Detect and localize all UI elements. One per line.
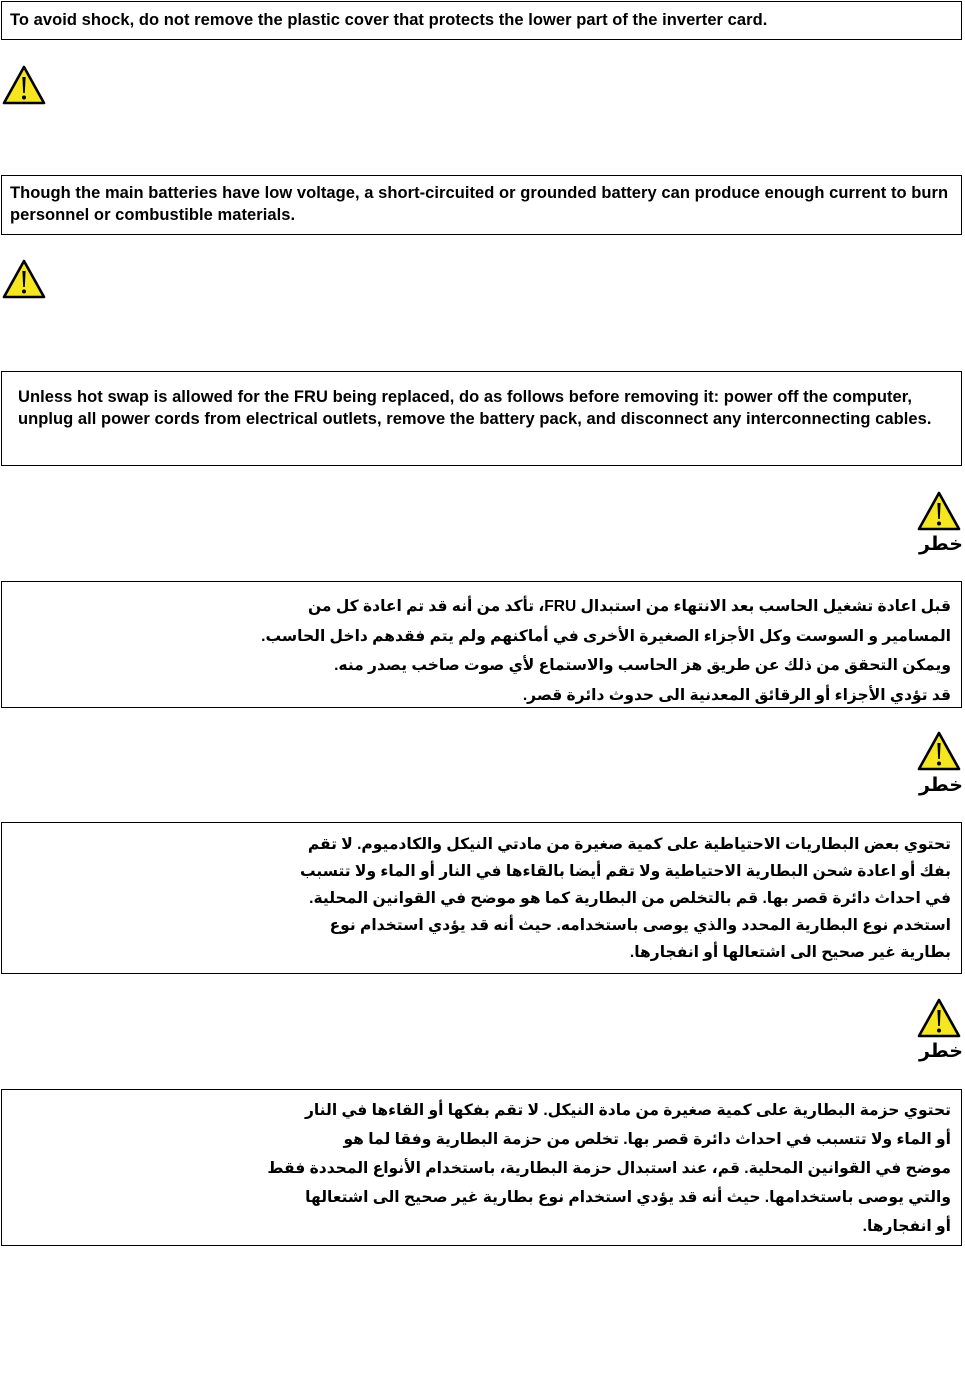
danger-label: خطر — [918, 775, 963, 796]
arabic-line: قبل اعادة تشغيل الحاسب بعد الانتهاء من استبدال FRU، تأكد من أنه قد تم اعادة كل من — [307, 598, 951, 615]
notice-shock-cover — [1, 1, 962, 40]
arabic-notice-fru — [1, 581, 962, 708]
notice-battery-short — [1, 175, 962, 235]
arabic-line: استخدم نوع البطارية المحدد والذي يوصى باستخدامه. حيث أنه قد يؤدي استخدام نوع — [329, 917, 951, 934]
arabic-line: موضح في القوانين المحلية. قم، عند استبدال حزمة البطارية، باستخدام الأنواع المحددة فقط — [267, 1160, 951, 1177]
arabic-line: تحتوي حزمة البطارية على كمية صغيرة من مادة النيكل. لا تقم بفكها أو القاءها في النار — [304, 1102, 951, 1119]
arabic-line: في احداث دائرة قصر بها. قم بالتخلص من البطارية كما هو موضح في القوانين المحلية. — [309, 890, 951, 907]
notice-hot-swap — [1, 371, 962, 466]
warning-triangle-icon — [916, 490, 962, 532]
arabic-line: بطارية غير صحيح الى اشتعالها أو انفجارها. — [629, 944, 951, 961]
arabic-line: ويمكن التحقق من ذلك عن طريق هز الحاسب والاستماع لأي صوت صاخب يصدر منه. — [334, 657, 951, 674]
danger-label: خطر — [918, 1041, 963, 1062]
danger-label: خطر — [918, 534, 963, 555]
notice-battery-short-text: Though the main batteries have low voltage, a short-circuited or grounded battery can produce enough current to burn personnel or combustible materials. — [10, 184, 949, 224]
arabic-notice-battery-pack — [1, 1089, 962, 1246]
notice-hot-swap-text: Unless hot swap is allowed for the FRU being replaced, do as follows before removing it: power off the computer, unplug all power cords from electrical outlets, remove the battery pack, and disconnect any interconnecting cables. — [18, 388, 932, 428]
warning-triangle-icon — [916, 997, 962, 1039]
arabic-line: تحتوي بعض البطاريات الاحتياطية على كمية صغيرة من مادتي النيكل والكادميوم. لا تقم — [307, 836, 951, 853]
arabic-line: المسامير و السوست وكل الأجزاء الصغيرة الأخرى في أماكنهم ولم يتم فقدهم داخل الحاسب. — [261, 627, 951, 645]
arabic-line: أو انفجارها. — [862, 1218, 951, 1235]
warning-triangle-icon — [1, 64, 47, 106]
arabic-line: قد تؤدي الأجزاء أو الرقائق المعدنية الى حدوث دائرة قصر. — [522, 686, 951, 704]
warning-triangle-icon — [916, 730, 962, 772]
arabic-notice-backup-battery — [1, 822, 962, 974]
arabic-line: أو الماء ولا تتسبب في احداث دائرة قصر بها. تخلص من حزمة البطارية وفقا لما هو — [343, 1131, 951, 1148]
arabic-line: والتي يوصى باستخدامها. حيث أنه قد يؤدي استخدام نوع بطارية غير صحيح الى اشتعالها — [305, 1189, 951, 1206]
notice-shock-cover-text: To avoid shock, do not remove the plastic cover that protects the lower part of the inverter card. — [10, 11, 768, 29]
arabic-line: بفك أو اعادة شحن البطارية الاحتياطية ولا تقم أيضا بالقاءها في النار أو الماء ولا تتسبب — [299, 863, 951, 880]
warning-triangle-icon — [1, 258, 47, 300]
